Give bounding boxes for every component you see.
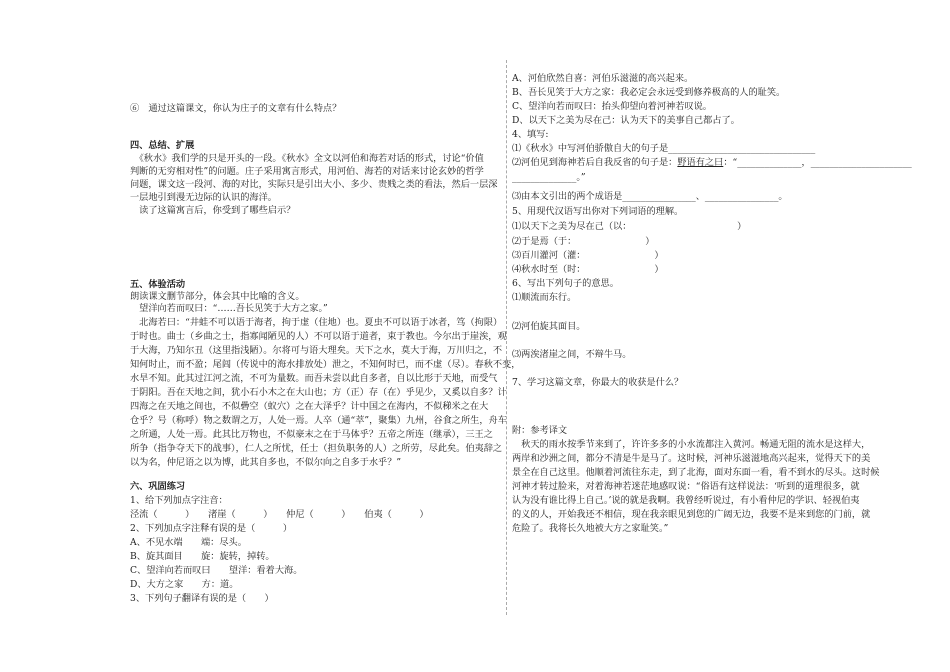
fill-blank-1: ⑴《秋水》中写河伯骄傲自大的句子是________________________________ bbox=[512, 143, 816, 154]
reference-text: 秋天的雨水按季节来到了，许许多多的小水流都注入黄河。畅通无阻的流水是这样大， bbox=[512, 439, 871, 450]
section-4-question: 读了这篇寓言后，你受到了哪些启示？ bbox=[130, 205, 296, 216]
section-5-text: 朗读课文删节部分，体会其中比喻的含义。 bbox=[130, 291, 305, 302]
q5-item: ⑴以天下之美为尽在己（以： ） bbox=[512, 221, 747, 232]
section-4-text: 问题，课文这一段河、海的对比，实际只是引出大小、多少、贵贱之类的看法，然后一层深 bbox=[130, 179, 498, 190]
question-4: 4、填写: bbox=[512, 129, 549, 140]
section-5-text: 之所通，人处一焉。此其比万物也，不似豪末之在于马体乎？五帝之所连（继承），三王之 bbox=[130, 429, 493, 440]
reference-text: 认为没有谁比得上自己。’说的就是我啊。我曾经听说过，有小看仲尼的学识、轻视伯夷 bbox=[512, 495, 860, 506]
exercise-option: C、望洋向若而叹曰 望洋：看着大海。 bbox=[130, 565, 303, 576]
q6-item: ⑶两涘渚崖之间，不辩牛马。 bbox=[512, 349, 632, 360]
fill-blank-2 bbox=[512, 157, 912, 169]
section-5-text: 水旱不知。此其过江河之流，不可为量数。而吾未尝以此自多者，自以比形于天地，而受气 bbox=[130, 373, 498, 384]
section-6-title: 六、巩固练习 bbox=[130, 481, 186, 492]
section-5-text: 于时也。曲士（乡曲之士，指寡闻陋见的人）不可以语于道者，束于教也。今尔出于崖涘，观 bbox=[130, 331, 507, 342]
section-4-text: 判断的无穷相对性”的问题。庄子采用寓言形式，用河伯、海若的对话来讨论玄妙的哲学 bbox=[130, 166, 484, 177]
section-5-text: 仓乎？号（称呼）物之数谓之万，人处一焉。人卒（通“萃”，聚集）九州，谷食之所生，舟车 bbox=[130, 415, 507, 426]
fill-blank-3: ⑶由本文引出的两个成语是________________、________________。 bbox=[512, 191, 788, 202]
exercise-line: 3、下列句子翻译有误的是（ ） bbox=[130, 593, 274, 604]
option-c: C、望洋向若而叹曰：抬头仰望向着河神若叹说。 bbox=[512, 101, 712, 112]
reference-text: 景全在自己这里。他顺着河流往东走，到了北海，面对东面一看，看不到水的尽头。这时候 bbox=[512, 467, 880, 478]
section-5-title: 五、体验活动 bbox=[130, 279, 186, 290]
q6-item: ⑵河伯旋其面目。 bbox=[512, 321, 586, 332]
section-5-text: 北海若曰：“井蛙不可以语于海者，拘于虚（住地）也。夏虫不可以语于冰者，笃（拘限） bbox=[130, 317, 503, 328]
question-6: ⑥ 通过这篇课文，你认为庄子的文章有什么特点？ bbox=[130, 103, 342, 114]
reference-text: 河神才转过脸来，对着海神若迷茫地感叹说：“俗语有这样说法：‘听到的道理很多，就 bbox=[512, 481, 860, 492]
underlined-phrase: 野语有之曰 bbox=[677, 157, 724, 168]
q5-item: ⑵于是焉（于： ） bbox=[512, 236, 655, 247]
reference-text: 的义的人，开始我还不相信，现在我亲眼见到您的广阔无边，我要不是来到您的门前，就 bbox=[512, 509, 871, 520]
exercise-line: 2、下列加点字注释有误的是（ ） bbox=[130, 523, 293, 534]
exercise-option: D、大方之家 方：道。 bbox=[130, 579, 239, 590]
section-5-text: 于阴阳。吾在天地之间，犹小石小木之在大山也；方（正）存（在）乎见少，又奚以自多？计 bbox=[130, 387, 507, 398]
exercise-line: 1、给下列加点字注音： bbox=[130, 495, 228, 506]
section-5-text: 于大海，乃知尔丑（这里指浅陋）。尔将可与语大理矣。天下之水，莫大于海，万川归之，不 bbox=[130, 345, 503, 356]
question-6-translate: 6、写出下列句子的意思。 bbox=[512, 278, 619, 289]
q5-item: ⑷秋水时至（时： ） bbox=[512, 264, 664, 275]
section-5-text: 所争（指争夺天下的战事），仁人之所忧，任士（担负职务的人）之所劳，尽此矣。伯夷辞之 bbox=[130, 443, 503, 454]
column-divider bbox=[506, 60, 507, 615]
section-5-text: 四海之在天地之间也，不似礨空（蚁穴）之在大泽乎？计中国之在海内，不似稊米之在大 bbox=[130, 401, 489, 412]
section-4-title: 四、总结、扩展 bbox=[130, 140, 195, 151]
option-b: B、吾长见笑于大方之家：我必定会永远受到修养极高的人的耻笑。 bbox=[512, 87, 786, 98]
fill-blank-2-tail: ：“______________，______________________ bbox=[723, 157, 912, 168]
option-d: D、以天下之美为尽在己：认为天下的美事自己都占了。 bbox=[512, 115, 740, 126]
option-a: A、河伯欣然自喜：河伯乐滋滋的高兴起来。 bbox=[512, 73, 694, 84]
section-5-text: 望洋向若而叹曰：“……吾长见笑于大方之家。” bbox=[130, 303, 328, 314]
q5-item: ⑶百川灌河（灌： ） bbox=[512, 250, 664, 261]
exercise-option: B、旋其面目 旋：旋转，掉转。 bbox=[130, 551, 275, 562]
reference-text: 两岸和沙洲之间，都分不清是牛是马了。这时候，河神乐滋滋地高兴起来，觉得天下的美 bbox=[512, 453, 871, 464]
section-5-text: 以为名，仲尼语之以为博，此其自多也，不似尔向之自多于水乎？” bbox=[130, 457, 402, 468]
question-5: 5、用现代汉语写出你对下列词语的理解。 bbox=[512, 206, 684, 217]
fill-blank-2-cont: ______________。” bbox=[512, 172, 586, 183]
question-7: 7、学习这篇文章，你最大的收获是什么？ bbox=[512, 377, 684, 388]
q6-item: ⑴顺流而东行。 bbox=[512, 292, 577, 303]
exercise-option: A、不见水端 端：尽头。 bbox=[130, 537, 247, 548]
section-4-text: 《秋水》我们学的只是开头的一段。《秋水》全文以河伯和海若对话的形式，讨论“价值 bbox=[130, 153, 484, 164]
fill-blank-2-prompt: ⑵河伯见到海神若后自我反省的句子是： bbox=[512, 157, 678, 168]
section-4-text: 一层地引到漫无边际的认识的海洋。 bbox=[130, 192, 277, 203]
section-5-text: 知何时止，而不盈；尾闾（传说中的海水排放处）泄之，不知何时已，而不虚（尽）。春秋不变， bbox=[130, 359, 521, 370]
exercise-line: 泾流（ ） 渚崖（ ） 仲尼（ ） 伯夷（ ） bbox=[130, 509, 429, 520]
reference-title: 附：参考译文 bbox=[512, 425, 568, 436]
reference-text: 危险了。我将长久地被大方之家耻笑。” bbox=[512, 523, 669, 534]
